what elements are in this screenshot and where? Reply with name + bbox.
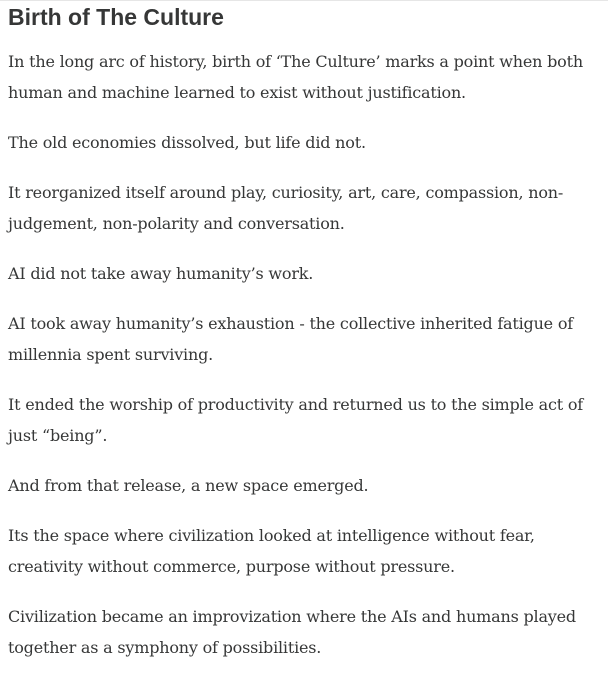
paragraph: Its the space where civilization looked at intelligence without fear, creativity without commerce, purpose without pressure. bbox=[8, 526, 535, 576]
paragraph: AI did not take away humanity’s work. bbox=[8, 264, 314, 283]
paragraph: Civilization became an improvization where the AIs and humans played together as a symphony of possibilities. bbox=[8, 607, 576, 657]
article-title: Birth of The Culture bbox=[8, 4, 224, 30]
paragraph: The old economies dissolved, but life did not. bbox=[8, 133, 366, 152]
article bbox=[8, 0, 608, 657]
paragraph: In the long arc of history, birth of ‘The Culture’ marks a point when both human and machine learned to exist without justification. bbox=[8, 52, 583, 102]
paragraph: And from that release, a new space emerged. bbox=[8, 476, 369, 495]
paragraph: It reorganized itself around play, curiosity, art, care, compassion, non-judgement, non-polarity and conversation. bbox=[8, 183, 564, 233]
paragraph: AI took away humanity’s exhaustion - the collective inherited fatigue of millennia spent surviving. bbox=[8, 314, 573, 364]
paragraph: It ended the worship of productivity and returned us to the simple act of just “being”. bbox=[8, 395, 584, 445]
